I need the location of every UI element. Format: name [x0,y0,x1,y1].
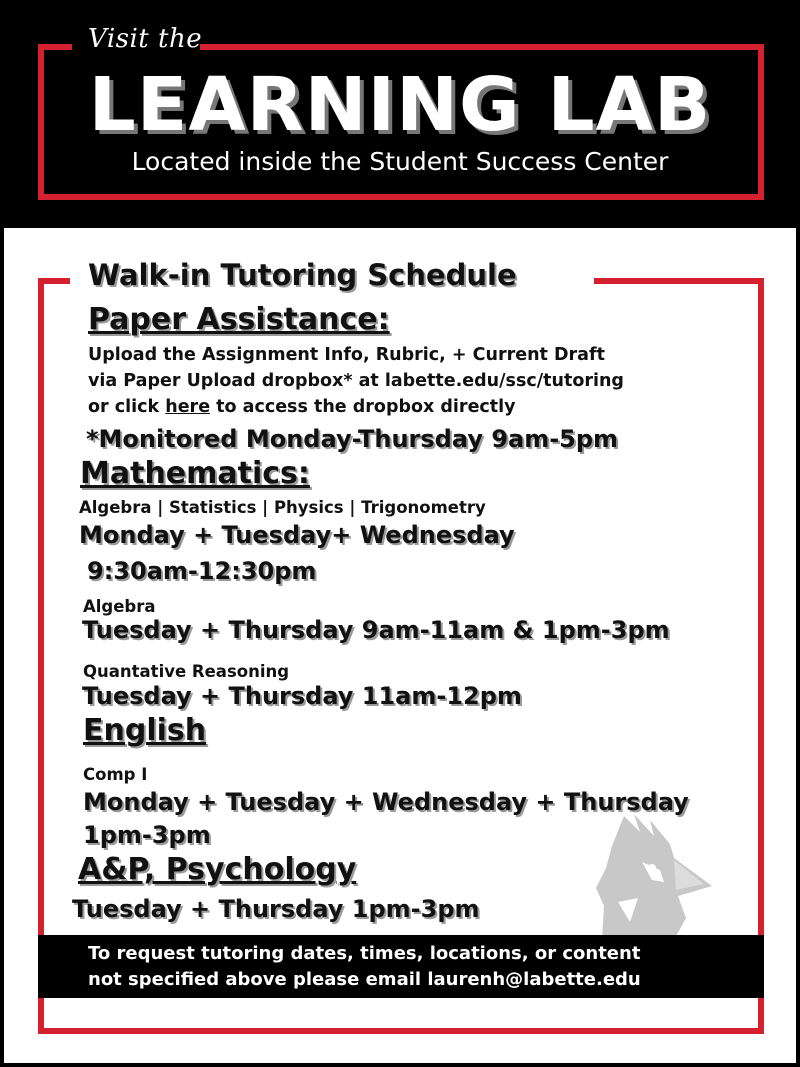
algebra-label: Algebra [83,597,156,616]
quantitative-reasoning-label: Quantative Reasoning [83,662,290,681]
quantitative-reasoning-time: Tuesday + Thursday 11am-12pm [82,682,522,710]
english-course: Comp I [83,765,148,784]
math-subjects: Algebra | Statistics | Physics | Trigonometry [79,498,486,517]
paper-assistance-heading: Paper Assistance: [88,302,390,337]
page-title: LEARNING LAB [88,62,712,148]
english-days: Monday + Tuesday + Wednesday + Thursday [83,788,689,816]
english-time: 1pm-3pm [83,821,211,849]
paper-instructions-line-1: Upload the Assignment Info, Rubric, + Current Draft [88,345,605,365]
paper-instructions-line-2: via Paper Upload dropbox* at labette.edu/ssc/tutoring [88,371,624,391]
mathematics-heading: Mathematics: [80,456,310,491]
page-subtitle: Located inside the Student Success Center [131,147,669,176]
ap-psychology-heading: A&P, Psychology [78,852,357,887]
footer-line-1: To request tutoring dates, times, locations, or content [88,943,641,964]
algebra-time: Tuesday + Thursday 9am-11am & 1pm-3pm [82,616,670,644]
paper-instructions-line-3: or click here to access the dropbox directly [88,397,516,417]
footer-line-2: not specified above please email laurenh@labette.edu [88,969,641,990]
visit-label: Visit the [88,24,203,54]
math-days: Monday + Tuesday+ Wednesday [79,521,515,549]
monitored-hours: *Monitored Monday-Thursday 9am-5pm [86,425,619,453]
cardinal-mascot-icon [594,810,724,940]
schedule-heading: Walk-in Tutoring Schedule [88,258,517,292]
math-time: 9:30am-12:30pm [87,557,317,585]
ap-psychology-time: Tuesday + Thursday 1pm-3pm [72,895,480,923]
english-heading: English [83,713,207,748]
dropbox-link[interactable]: here [165,397,211,417]
